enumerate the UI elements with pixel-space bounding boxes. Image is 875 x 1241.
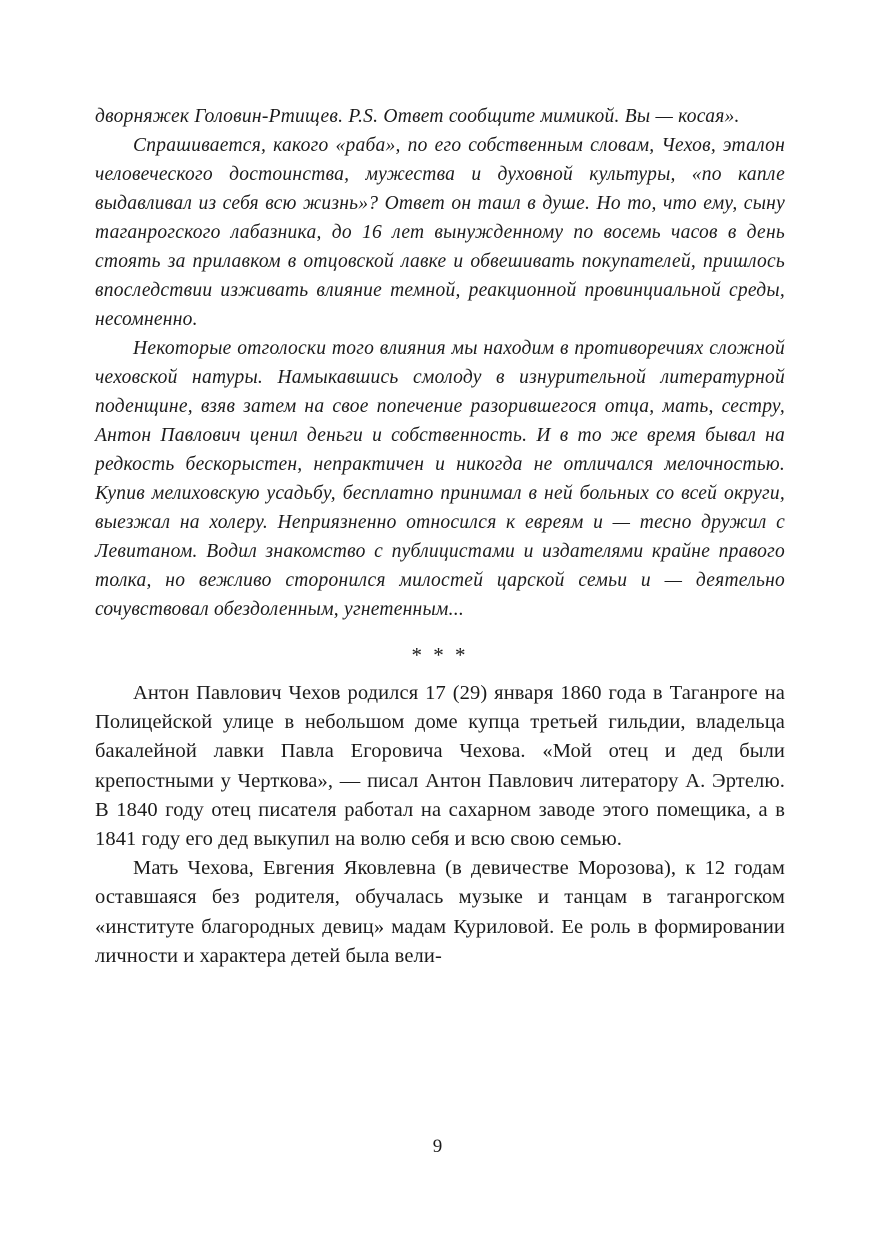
epigraph-paragraph: Спрашивается, какого «раба», по его собственным словам, Чехов, эталон человеческого достоинства, мужества и духовной культуры, «по капле выдавливал из себя всю жизнь»? Ответ он таил в душе. Но то, что ему, сыну таганрогского лабазника, до 16 лет вынужденному по восемь часов в день стоять за прилавком в отцовской лавке и обвешивать покупателей, пришлось впоследствии изживать влияние темной, реакционной провинциальной среды, несомненно. — [95, 135, 785, 330]
section-separator: * * * — [411, 643, 469, 667]
page-number: 9 — [432, 1136, 443, 1157]
epigraph-section — [95, 102, 785, 624]
body-paragraph: Мать Чехова, Евгения Яковлевна (в девичестве Морозова), к 12 годам оставшаяся без родителя, обучалась музыке и танцам в таганрогском «институте благородных девиц» мадам Куриловой. Ее роль в формировании личности и характера детей была вели- — [95, 857, 785, 967]
epigraph-paragraph: Некоторые отголоски того влияния мы находим в противоречиях сложной чеховской натуры. Намыкавшись смолоду в изнурительной литературной поденщине, взяв затем на свое попечение разорившегося отца, мать, сестру, Антон Павлович ценил деньги и собственность. И в то же время бывал на редкость бескорыстен, непрактичен и никогда не отличался мелочностью. Купив мелиховскую усадьбу, бесплатно принимал в ней больных со всей округи, выезжал на холеру. Неприязненно относился к евреям и — тесно дружил с Левитаном. Водил знакомство с публицистами и издателями крайне правого толка, но вежливо сторонился милостей царской семьи и — деятельно сочувствовал обездоленным, угнетенным... — [95, 338, 785, 620]
body-section — [95, 679, 785, 971]
epigraph-paragraph-continuation: дворняжек Головин-Ртищев. P.S. Ответ сообщите мимикой. Вы — косая». — [95, 106, 740, 127]
body-paragraph: Антон Павлович Чехов родился 17 (29) января 1860 года в Таганроге на Полицейской улице в небольшом доме купца третьей гильдии, владельца бакалейной лавки Павла Егоровича Чехова. «Мой отец и дед были крепостными у Черткова», — писал Антон Павлович литератору А. Эртелю. В 1840 году отец писателя работал на сахарном заводе этого помещика, а в 1841 году его дед выкупил на волю себя и всю свою семью. — [95, 682, 785, 851]
